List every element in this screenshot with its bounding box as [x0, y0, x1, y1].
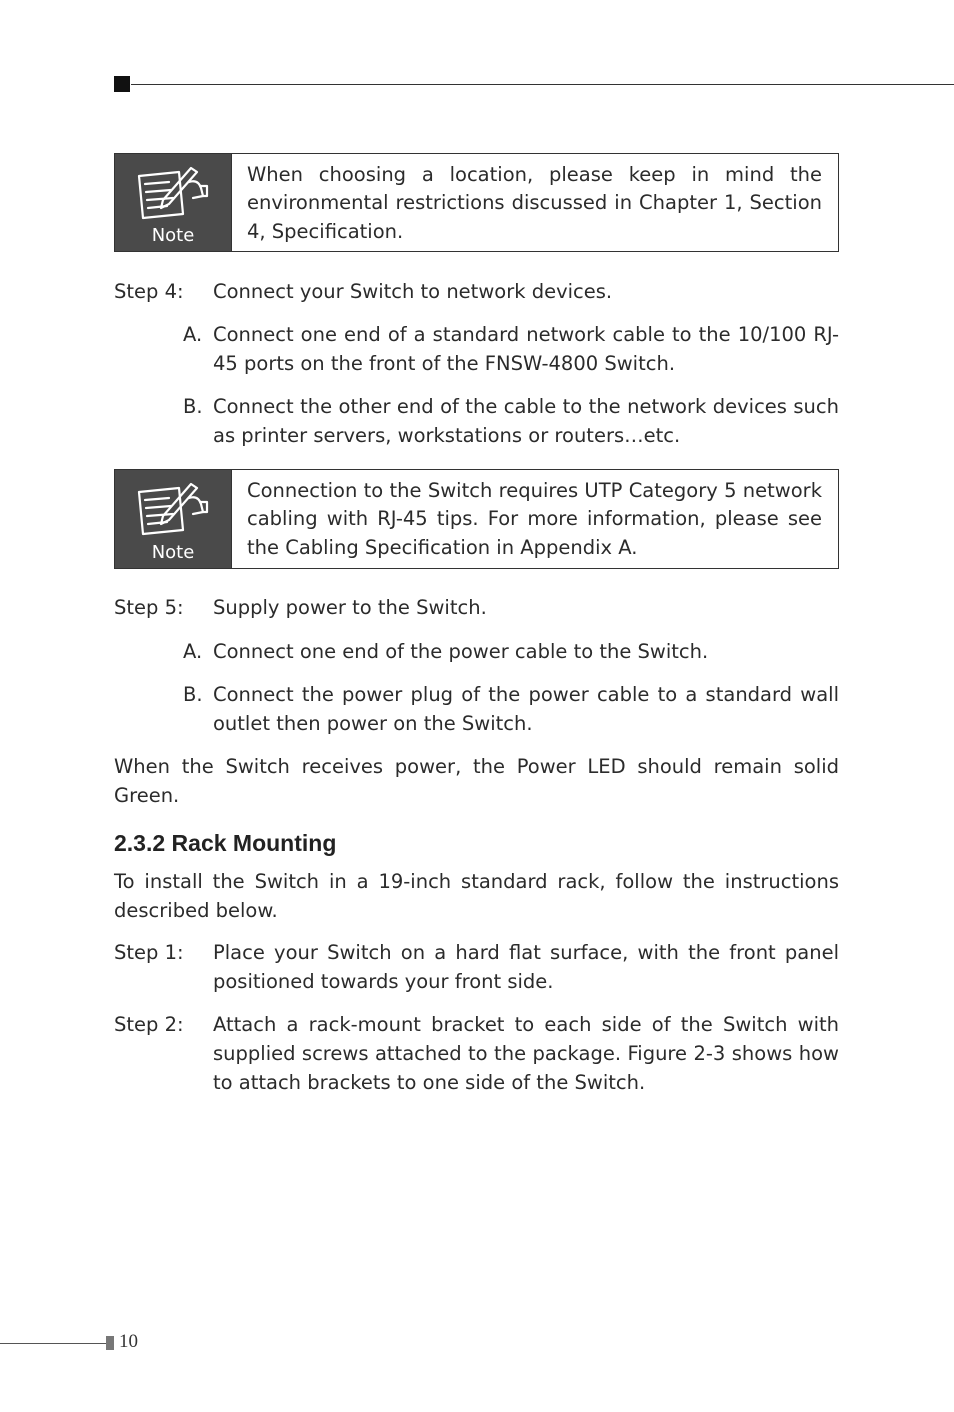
note-text: When choosing a location, please keep in mind the environmental restrictions discussed in Chapter 1, Section 4, Specification.: [247, 163, 822, 243]
step-4-item-b-letter: B.: [183, 395, 203, 418]
step-4-label: Step 4:: [114, 280, 184, 303]
rack-step-2-label: Step 2:: [114, 1013, 184, 1036]
rack-step-2-text: Attach a rack-mount bracket to each side of the Switch with supplied screws attached to the package. Figure 2-3 shows how to attach brackets to one side of the Switch.: [213, 1013, 839, 1094]
note-box-location: [114, 153, 839, 252]
note-label: Note: [151, 225, 195, 246]
rack-step-1-label: Step 1:: [114, 941, 184, 964]
note-pen-icon: [133, 478, 213, 540]
step-4-item-a-letter: A.: [183, 323, 203, 346]
rack-step-1-text: Place your Switch on a hard flat surface, with the front panel positioned towards your front side.: [213, 941, 839, 993]
step-5-item-a-text: Connect one end of the power cable to the Switch.: [213, 640, 709, 663]
header-square: [114, 76, 130, 92]
step-5-item-b-text: Connect the power plug of the power cable to a standard wall outlet then power on the Switch.: [213, 683, 839, 735]
note-icon-panel: [115, 154, 232, 251]
note-text: Connection to the Switch requires UTP Category 5 network cabling with RJ-45 tips. For more information, please see the Cabling Specification in Appendix A.: [247, 479, 822, 559]
section-intro: To install the Switch in a 19-inch standard rack, follow the instructions described below.: [114, 870, 839, 922]
footer-marker: [106, 1336, 114, 1350]
header-rule: [131, 84, 954, 85]
note-icon-panel: [115, 470, 232, 568]
note-box-cabling: [114, 469, 839, 569]
section-heading: 2.3.2 Rack Mounting: [114, 830, 337, 856]
footer-rule: [0, 1343, 106, 1344]
power-paragraph: When the Switch receives power, the Power LED should remain solid Green.: [114, 755, 839, 807]
step-4-text: Connect your Switch to network devices.: [213, 280, 613, 303]
step-5-item-a-letter: A.: [183, 640, 203, 663]
step-4-item-a-text: Connect one end of a standard network cable to the 10/100 RJ-45 ports on the front of the FNSW-4800 Switch.: [213, 323, 839, 375]
note-label: Note: [151, 542, 195, 563]
page-number: 10: [119, 1331, 138, 1352]
step-5-text: Supply power to the Switch.: [213, 596, 487, 619]
step-5-item-b-letter: B.: [183, 683, 203, 706]
note-pen-icon: [133, 162, 213, 224]
step-4-item-b-text: Connect the other end of the cable to the network devices such as printer servers, workstations or routers…etc.: [213, 395, 839, 447]
step-5-label: Step 5:: [114, 596, 184, 619]
